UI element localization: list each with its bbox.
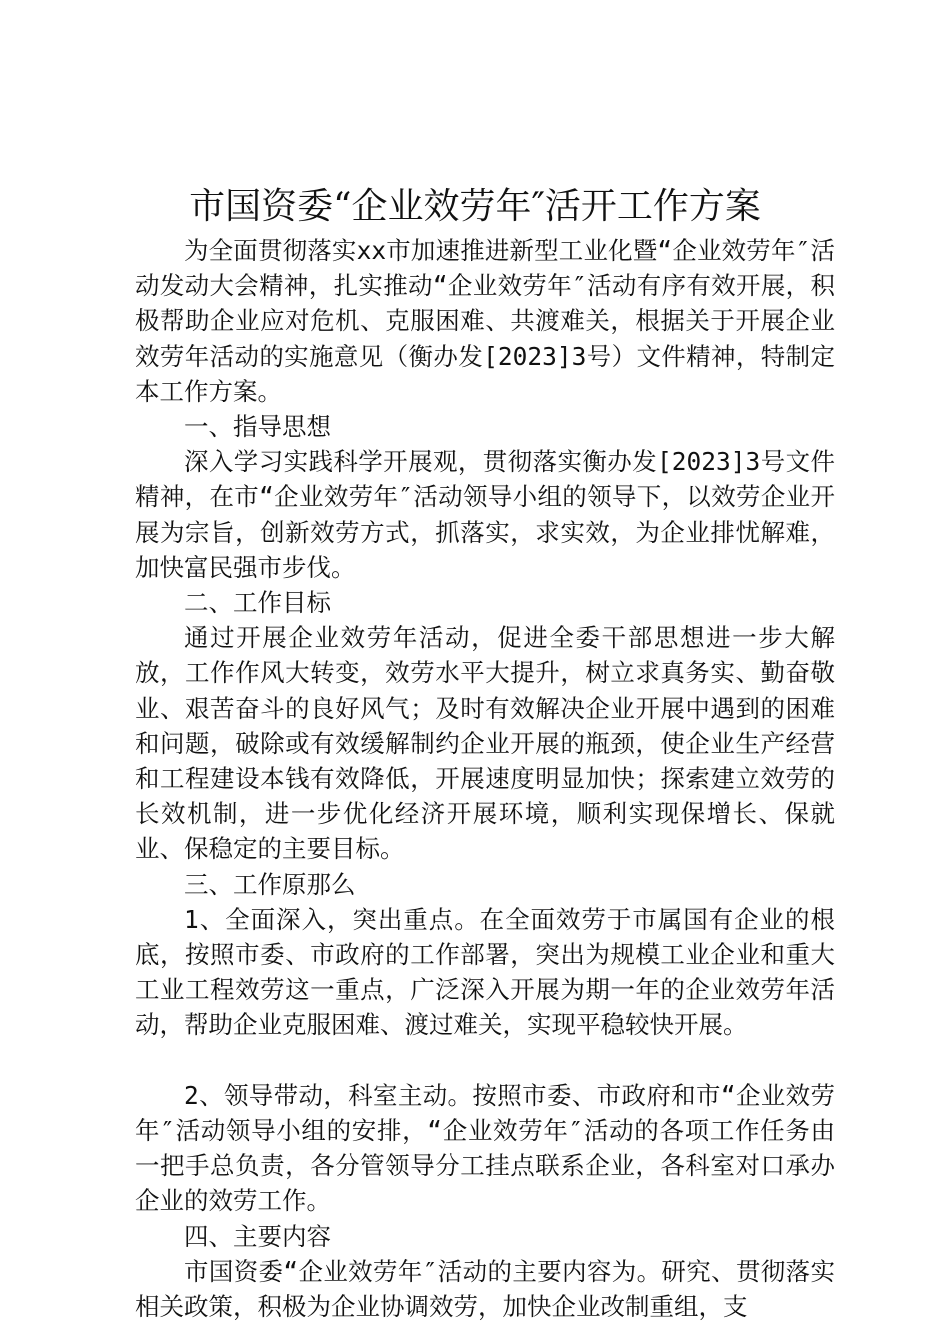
document-body [135, 233, 835, 1324]
section-paragraph-work-goals: 通过开展企业效劳年活动，促进全委干部思想进一步大解放，工作作风大转变，效劳水平大提升，树立求真务实、勤奋敬业、艰苦奋斗的良好风气；及时有效解决企业开展中遇到的困难和问题，破除或有效缓解制约企业开展的瓶颈，使企业生产经营和工程建设本钱有效降低，开展速度明显加快；探索建立效劳的长效机制，进一步优化经济开展环境，顺利实现保增长、保就业、保稳定的主要目标。 [135, 623, 835, 864]
principle-item-2: 2、领导带动，科室主动。按照市委、市政府和市“企业效劳年″活动领导小组的安排，“企业效劳年″活动的各项工作任务由一把手总负责，各分管领导分工挂点联系企业，各科室对口承办企业的效劳工作。 [135, 1080, 835, 1216]
section-heading-work-goals: 二、工作目标 [184, 588, 331, 618]
section-heading-work-principles: 三、工作原那么 [184, 869, 356, 899]
section-paragraph-guiding-ideology: 深入学习实践科学开展观，贯彻落实衡办发[2023]3号文件精神，在市“企业效劳年″活动领导小组的领导下，以效劳企业开展为宗旨，创新效劳方式，抓落实，求实效，为企业排忧解难，加快富民强市步伐。 [135, 447, 835, 582]
intro-paragraph: 为全面贯彻落实xx市加速推进新型工业化暨“企业效劳年″活动发动大会精神，扎实推动“企业效劳年″活动有序有效开展，积极帮助企业应对危机、克服困难、共渡难关，根据关于开展企业效劳年活动的实施意见（衡办发[2023]3号）文件精神，特制定本工作方案。 [135, 236, 835, 406]
paragraph-spacer [135, 1043, 835, 1078]
section-heading-guiding-ideology: 一、指导思想 [184, 412, 331, 442]
document-title: 市国资委“企业效劳年″活开工作方案 [189, 186, 761, 227]
section-paragraph-main-content: 市国资委“企业效劳年″活动的主要内容为。研究、贯彻落实相关政策，积极为企业协调效劳，加快企业改制重组，支 [135, 1256, 835, 1322]
section-heading-main-content: 四、主要内容 [184, 1221, 331, 1251]
principle-item-1: 1、全面深入，突出重点。在全面效劳于市属国有企业的根底，按照市委、市政府的工作部署，突出为规模工业企业和重大工业工程效劳这一重点，广泛深入开展为期一年的企业效劳年活动，帮助企业克服困难、渡过难关，实现平稳较快开展。 [135, 904, 835, 1040]
